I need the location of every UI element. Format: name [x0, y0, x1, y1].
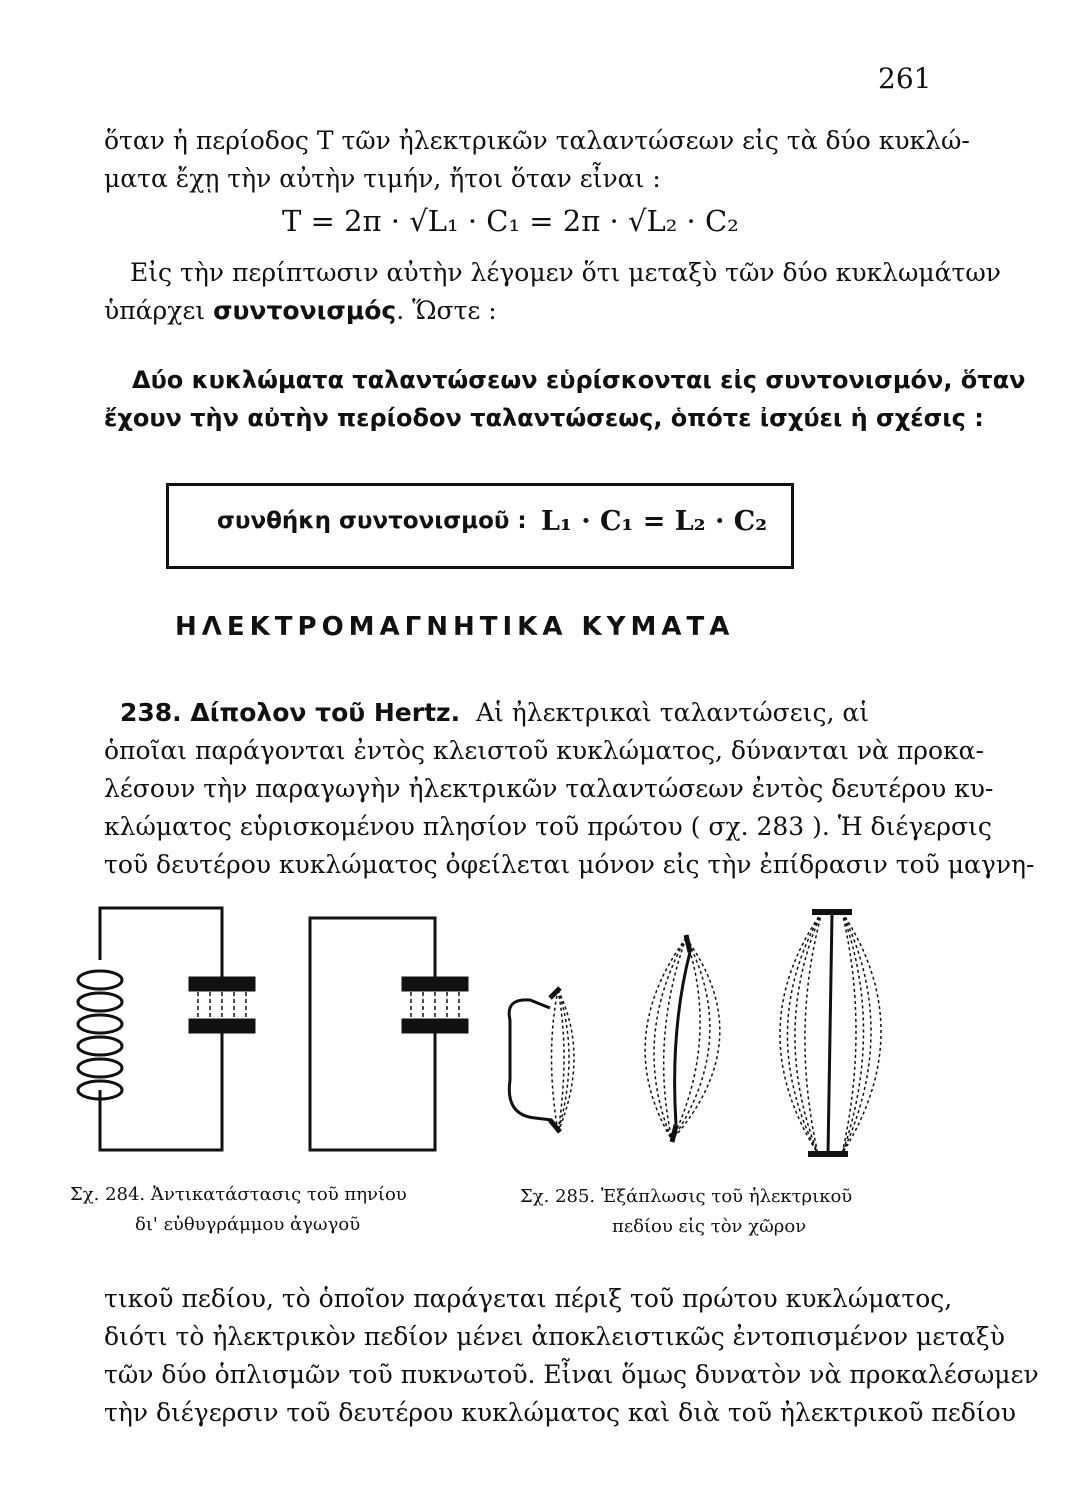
fig284-caption-line1: Σχ. 284. Ἀντικατάστασις τοῦ πηνίου [70, 1184, 407, 1205]
fig284-caption-line2: δι' εὐθυγράμμου ἀγωγοῦ [135, 1214, 361, 1235]
closing-line1: τικοῦ πεδίου, τὸ ὁποῖον παράγεται πέριξ τοῦ πρώτου κυκλώματος, [104, 1284, 953, 1313]
resonance-condition-label: συνθήκη συντονισμοῦ : [217, 508, 527, 534]
fig285-opening-dipole [509, 988, 574, 1132]
statement-line1: Δύο κυκλώματα ταλαντώσεων εὑρίσκονται εἰς συντονισμόν, ὅταν [132, 366, 1026, 394]
section238-line3: λέσουν τὴν παραγωγὴν ἠλεκτρικῶν ταλαντώσεων ἐντὸς δευτέρου κυ- [104, 774, 994, 803]
closing-line4: τὴν διέγερσιν τοῦ δευτέρου κυκλώματος καὶ διὰ τοῦ ἠλεκτρικοῦ πεδίου [104, 1398, 1016, 1427]
section238-line5: τοῦ δευτέρου κυκλώματος ὀφείλεται μόνον εἰς τὴν ἐπίδρασιν τοῦ μαγνη- [104, 850, 1035, 879]
fig285-caption-line2: πεδίου εἰς τὸν χῶρον [612, 1216, 807, 1237]
paragraph2-text-after: . Ὥστε : [396, 296, 497, 325]
paragraph2-line1: Εἰς τὴν περίπτωσιν αὐτὴν λέγομεν ὅτι μεταξὺ τῶν δύο κυκλωμάτων [130, 258, 1001, 287]
paragraph1-line2: ματα ἔχῃ τὴν αὐτὴν τιμήν, ἤτοι ὅταν εἶναι : [104, 164, 661, 193]
fig284-straight-conductor-circuit [310, 918, 467, 1150]
section-heading: ΗΛΕΚΤΡΟΜΑΓΝΗΤΙΚΑ ΚΥΜΑΤΑ [175, 612, 735, 642]
closing-line3: τῶν δύο ὁπλισμῶν τοῦ πυκνωτοῦ. Εἶναι ὅμως δυνατὸν νὰ προκαλέσωμεν [104, 1360, 1039, 1389]
fig285-straight-dipole [780, 912, 881, 1154]
period-formula: T = 2π · √L₁ · C₁ = 2π · √L₂ · C₂ [282, 204, 739, 238]
resonance-term: συντονισμός [213, 296, 397, 325]
section238-line4: κλώματος εὑρισκομένου πλησίον τοῦ πρώτου ( σχ. 283 ). Ἡ διέγερσις [104, 812, 992, 841]
section238-title: 238. Δίπολον τοῦ Hertz. [120, 698, 461, 727]
section238-line2: ὁποῖαι παράγονται ἐντὸς κλειστοῦ κυκλώματος, δύνανται νὰ προκα- [104, 736, 985, 765]
fig285-caption-line1: Σχ. 285. Ἐξάπλωσις τοῦ ἠλεκτρικοῦ [520, 1186, 853, 1207]
fig285-half-open-dipole [645, 935, 720, 1142]
resonance-condition-equation: L₁ · C₁ = L₂ · C₂ [541, 506, 768, 537]
figures-284-285 [0, 880, 1069, 1170]
section238-line1 [120, 698, 869, 727]
statement-line2: ἔχουν τὴν αὐτὴν περίοδον ταλαντώσεως, ὁπότε ἰσχύει ἡ σχέσις : [104, 404, 984, 432]
page-number: 261 [878, 62, 932, 95]
resonance-condition-box [166, 483, 794, 569]
fig284-coil-circuit [78, 908, 254, 1150]
paragraph2-line2 [104, 296, 497, 325]
closing-line2: διότι τὸ ἠλεκτρικὸν πεδίον μένει ἀποκλειστικῶς ἐντοπισμένον μεταξὺ [104, 1322, 1005, 1351]
section238-line1-text: Αἱ ἠλεκτρικαὶ ταλαντώσεις, αἱ [475, 698, 870, 727]
paragraph2-text: ὑπάρχει [104, 296, 206, 325]
paragraph1-line1: ὅταν ἡ περίοδος T τῶν ἠλεκτρικῶν ταλαντώσεων εἰς τὰ δύο κυκλώ- [104, 126, 970, 155]
